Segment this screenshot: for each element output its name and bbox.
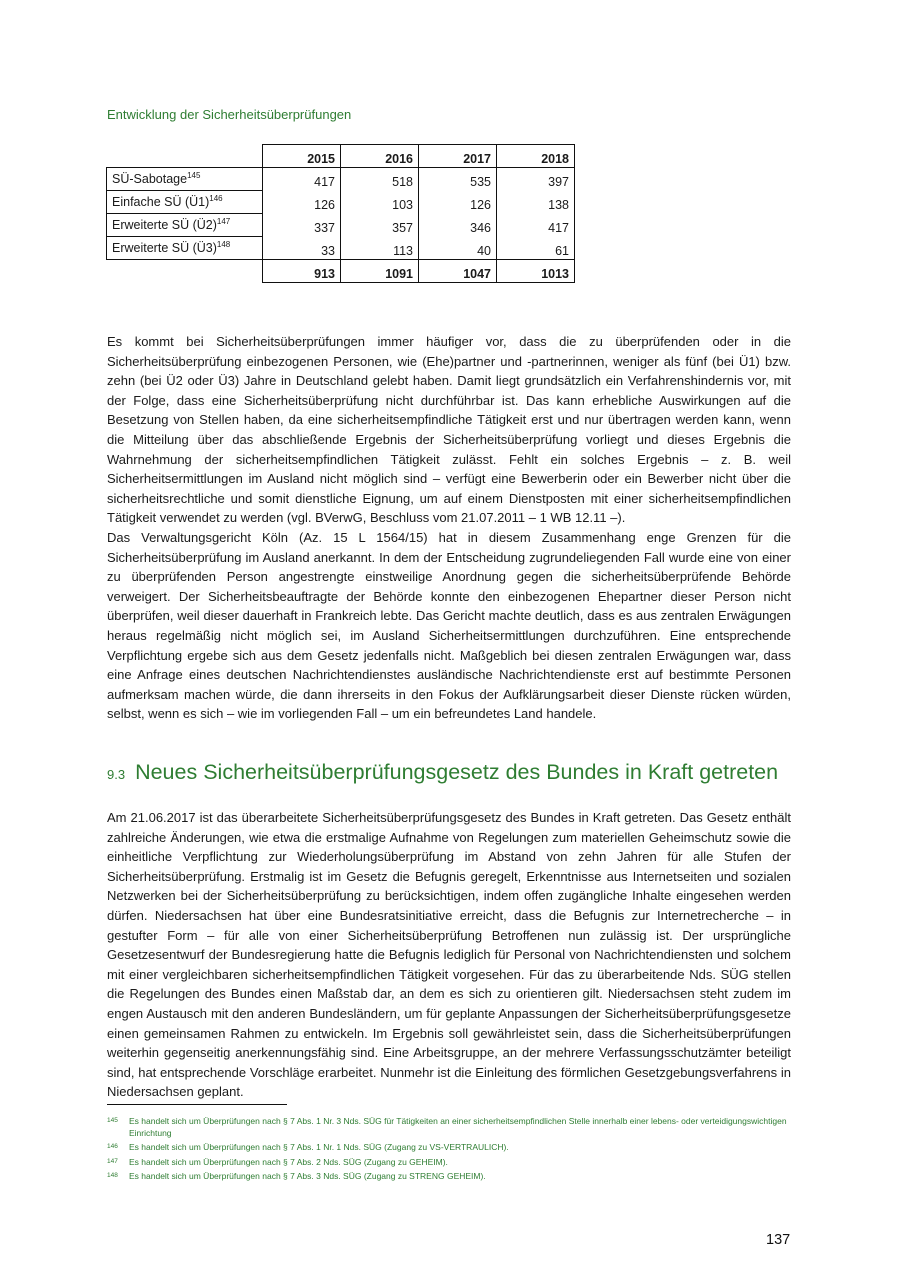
table-cell: 126	[419, 191, 497, 214]
table-row	[107, 237, 575, 260]
table-cell: 346	[419, 214, 497, 237]
row-label: Erweiterte SÜ (Ü3)$^{148}$	[107, 237, 263, 260]
footnotes	[107, 1116, 791, 1186]
year-header: 2015	[263, 145, 341, 168]
table-cell: 113	[341, 237, 419, 260]
section-title: Neues Sicherheitsüberprüfungsgesetz des Bundes in Kraft getreten	[135, 760, 779, 784]
table-cell: 535	[419, 168, 497, 191]
row-label: Einfache SÜ (Ü1)$^{146}$	[107, 191, 263, 214]
footnote-number: 145	[107, 1117, 118, 1124]
table-cell: 357	[341, 214, 419, 237]
paragraph-1: Es kommt bei Sicherheitsüberprüfungen immer häufiger vor, dass die zu überprüfenden oder in die Sicherheitsüberprüfung einbezogenen Personen, wie (Ehe)partner und -partnerinnen, weniger als fünf (bei Ü1) bzw. zehn (bei Ü2 oder Ü3) Jahre in Deutschland gelebt haben. Damit liegt grundsätzlich ein Verfahrenshindernis vor, mit der Folge, dass eine Sicherheitsüberprüfung nicht durchführbar ist. Das kann erhebliche Auswirkungen auf die Besetzung von Stellen haben, da eine sicherheitsempfindliche Tätigkeit erst und nur übertragen werden kann, wenn die Mitteilung über das abschließende Ergebnis der Sicherheitsüberprüfung vorliegt und dieses Ergebnis die Wahrnehmung der sicherheitsempfindlichen Tätigkeit zulässt. Fehlt ein solches Ergebnis – z. B. weil Sicherheitsermittlungen im Ausland nicht möglich sind – verfügt eine Bewerberin oder ein Bewerber nicht über die sicherheitsrechtliche und somit dienstliche Eignung, um auf einem Dienstposten mit einer sicherheitsempfindlichen Tätigkeit verwendet zu werden (vgl. BVerwG, Beschluss vom 21.07.2011 – 1 WB 12.11 –).	[107, 334, 791, 526]
footnote-number: 147	[107, 1157, 118, 1165]
footnote	[107, 1157, 791, 1169]
table-cell: 417	[263, 168, 341, 191]
table-cell: 518	[341, 168, 419, 191]
table-row	[107, 168, 575, 191]
footnote-ref: 147	[216, 216, 231, 226]
total-cell: 1047	[419, 260, 497, 283]
total-cell: 1013	[497, 260, 575, 283]
table-cell: 33	[263, 237, 341, 260]
year-header: 2017	[419, 145, 497, 168]
table-row	[107, 214, 575, 237]
footnote-separator	[107, 1104, 287, 1105]
footnote-ref: 146	[209, 193, 223, 203]
footnote-number: 146	[107, 1143, 118, 1150]
year-header: 2018	[497, 145, 575, 168]
table-caption: Entwicklung der Sicherheitsüberprüfungen	[107, 107, 352, 122]
table-cell: 337	[263, 214, 341, 237]
row-label: Erweiterte SÜ (Ü2)$^{147}$	[107, 214, 263, 237]
table-header-row	[107, 145, 575, 168]
table-cell: 61	[497, 237, 575, 260]
footnote-text: Es handelt sich um Überprüfungen nach § 7 Abs. 1 Nr. 1 Nds. SÜG (Zugang zu VS-VERTRAULICH).	[129, 1142, 509, 1152]
table-total-row	[107, 260, 575, 283]
paragraph-2: Das Verwaltungsgericht Köln (Az. 15 L 1564/15) hat in diesem Zusammenhang enge Grenzen für die Sicherheitsüberprüfung im Ausland anerkannt. In dem der Entscheidung zugrundeliegenden Fall wurde eine von einer zu überprüfenden Person angestrengte einstweilige Anordnung gegen die sicherheitsüberprüfende Behörde verweigert. Der Sicherheitsbeauftragte der Behörde konnte den einbezogenen Ehepartner dieser Person nicht überprüfen, weil dieser dauerhaft in Frankreich lebte. Das Gericht machte deutlich, dass es aus zentralen Erwägungen heraus regelmäßig nicht möglich sei, im Ausland Sicherheitsermittlungen durchzuführen. Eine entsprechende Verpflichtung ergebe sich aus dem Gesetz jedenfalls nicht. Maßgeblich bei diesen zentralen Erwägungen war, dass eine Anfrage eines deutschen Nachrichtendienstes ausländische Nachrichtendienste erst auf bestimmte Personen aufmerksam machen würde, die dann ihrerseits in den Fokus der Aufklärungsarbeit dieser Dienste rücken würden, selbst, wenn es sich – wie im vorliegenden Fall – um ein befreundetes Land handele.	[107, 530, 791, 722]
footnote-ref: 145	[187, 170, 201, 180]
footnote-text: Es handelt sich um Überprüfungen nach § 7 Abs. 3 Nds. SÜG (Zugang zu STRENG GEHEIM).	[129, 1171, 486, 1181]
footnote	[107, 1116, 791, 1139]
page-number: 137	[766, 1232, 791, 1248]
footnote-text: Es handelt sich um Überprüfungen nach § 7 Abs. 2 Nds. SÜG (Zugang zu GEHEIM).	[129, 1156, 448, 1167]
table-cell: 103	[341, 191, 419, 214]
row-label: SÜ-Sabotage$^{145}$	[107, 168, 263, 191]
total-cell: 1091	[341, 260, 419, 283]
total-cell: 913	[263, 260, 341, 283]
section-heading	[107, 760, 778, 785]
footnote-text: Es handelt sich um Überprüfungen nach § 7 Abs. 1 Nr. 3 Nds. SÜG für Tätigkeiten an einer sicherheitsempfindlichen Stelle innerhalb einer lebens- oder verteidigungswichtigen Einrichtung	[129, 1116, 787, 1138]
table-cell: 126	[263, 191, 341, 214]
table-total-spacer	[107, 260, 263, 283]
table-corner-cell	[107, 145, 263, 168]
security-check-table	[106, 144, 575, 283]
section-number: 9.3	[107, 767, 126, 782]
table-row	[107, 191, 575, 214]
paragraph-3: Am 21.06.2017 ist das überarbeitete Sicherheitsüberprüfungsgesetz des Bundes in Kraft getreten. Das Gesetz enthält zahlreiche Änderungen, wie etwa die erstmalige Aufnahme von Regelungen zum materiellen Geheimschutz sowie die einheitliche Verpflichtung zur Wiederholungsüberprüfung im Abstand von zehn Jahren für alle Stufen der Sicherheitsüberprüfung. Erstmalig ist im Gesetz die Befugnis geregelt, Erkenntnisse aus Internetseiten und sozialen Netzwerken bei der Sicherheitsüberprüfung zu berücksichtigen, indem offen zugängliche Inhalte eingesehen werden dürfen. Niedersachsen hat über eine Bundesratsinitiative erreicht, dass die Befugnis zur Internetrecherche – in gestufter Form – für alle von einer Sicherheitsüberprüfung Betroffenen nun zulässig ist. Der ursprüngliche Gesetzesentwurf der Bundesregierung hatte die Befugnis lediglich für Personal von Nachrichtendiensten und solchem mit einer vergleichbaren sicherheitsempfindlichen Tätigkeit vorgesehen. Für das zu überarbeitende Nds. SÜG stellen die Regelungen des Bundes einen Maßstab dar, an dem es sich zu orientieren gilt. Niedersachsen steht zudem im engen Austausch mit den anderen Bundesländern, um für geplante Anpassungen der Sicherheitsüberprüfungsgesetze einen gemeinsamen Rahmen zu entwickeln. Im Ergebnis soll gewährleistet sein, dass die Sicherheitsüberprüfungen weiterhin gegenseitig anerkennungsfähig sind. Eine Arbeitsgruppe, an der mehrere Verfassungsschutzämter beteiligt sind, hat entsprechende Vorschläge erarbeitet. Nunmehr ist die Einleitung des förmlichen Gesetzgebungsverfahrens in Niedersachsen geplant.	[107, 810, 791, 1100]
table-cell: 40	[419, 237, 497, 260]
footnote	[107, 1171, 791, 1183]
footnote	[107, 1142, 791, 1154]
table-cell: 138	[497, 191, 575, 214]
footnote-ref: 148	[216, 239, 231, 249]
footnote-number: 148	[107, 1172, 118, 1179]
table-cell: 417	[497, 214, 575, 237]
year-header: 2016	[341, 145, 419, 168]
table-cell: 397	[497, 168, 575, 191]
